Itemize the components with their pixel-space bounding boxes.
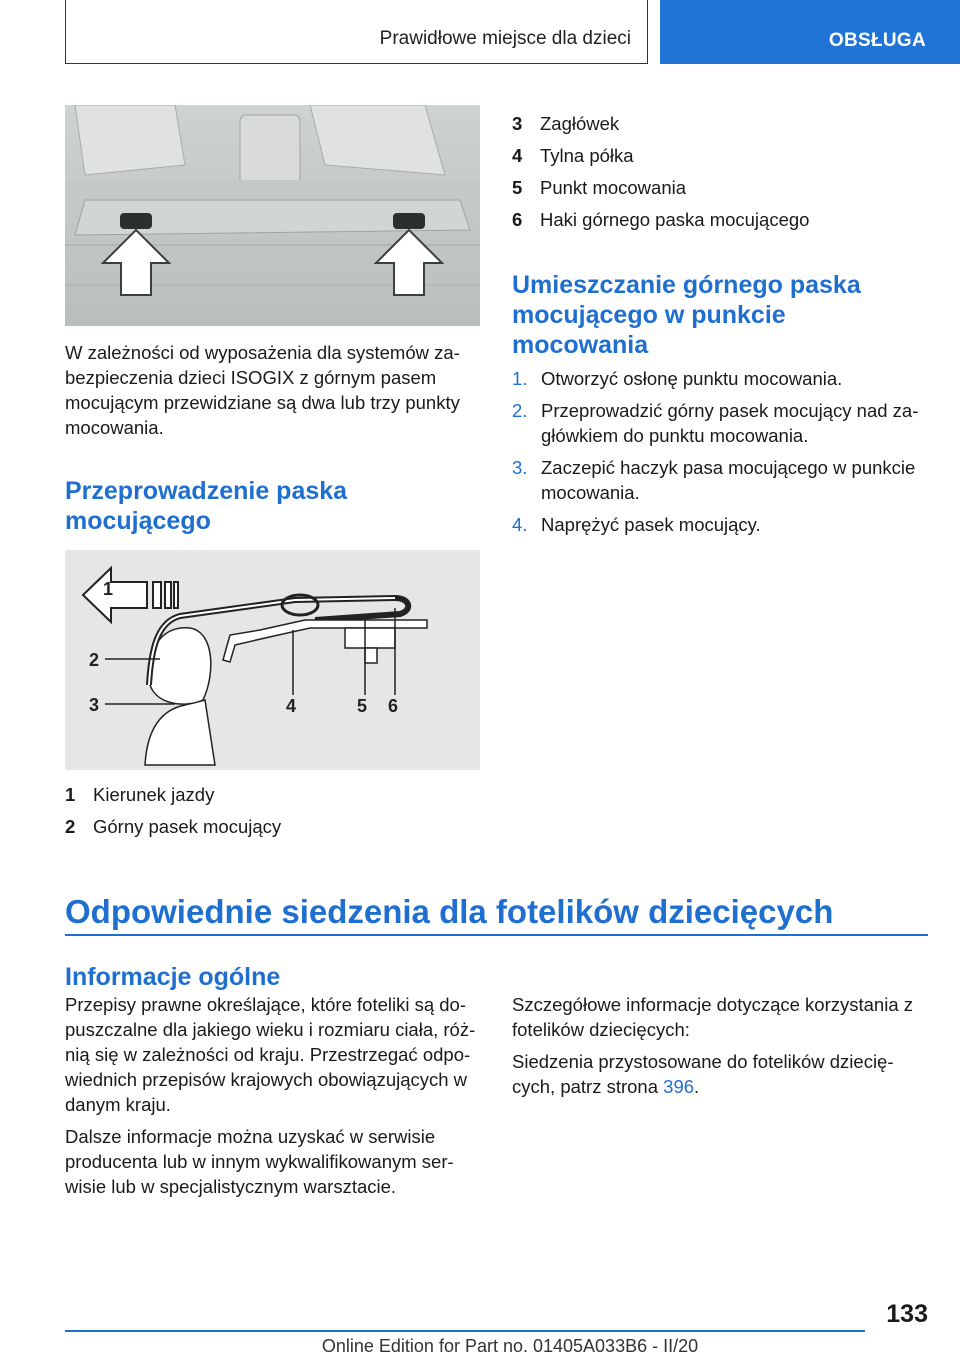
diagram-label-5: 5: [357, 696, 368, 716]
page-link[interactable]: 396: [663, 1076, 695, 1097]
step-text: Przeprowadzić górny pasek mocujący nad zagłówkiem do punktu mocowania.: [541, 400, 919, 446]
header-title: Prawidłowe miejsce dla dzieci: [379, 28, 631, 49]
section-title: Odpowiednie siedzenia dla fotelików dziecięcych: [65, 893, 834, 930]
seat-photo-illustration: [65, 105, 480, 326]
step-item: [512, 455, 928, 505]
intro-paragraph: W zależności od wyposażenia dla systemów zabezpieczenia dzieci ISOGIX z górnym pasem mocującym przewidziane są dwa lub trzy punkty mocowania.: [65, 342, 460, 438]
page-number: 133: [886, 1300, 928, 1328]
legend-item: [65, 779, 480, 811]
legend-number: 1: [65, 784, 76, 805]
anchor-placement-heading: Umieszczanie górnego paska mocującego w punkcie mocowania: [512, 271, 861, 359]
legend-item: [512, 172, 928, 204]
legend-text: Kierunek jazdy: [93, 784, 215, 805]
legend-text: Zagłówek: [540, 113, 620, 134]
seats-text: Siedzenia przystosowane do fotelików dziecięcych, patrz strona: [512, 1051, 894, 1097]
step-number: 4.: [512, 514, 528, 535]
strap-routing-diagram: [65, 550, 480, 770]
section-tab[interactable]: OBSŁUGA: [660, 0, 960, 64]
anchor-points-photo: [65, 105, 480, 326]
legend-item: [512, 140, 928, 172]
section-rule: [65, 934, 928, 936]
step-item: [512, 512, 928, 537]
strap-diagram-illustration: [65, 550, 480, 770]
seats-suffix: .: [694, 1076, 700, 1097]
general-info-left: [65, 992, 480, 1199]
step-text: Zaczepić haczyk pasa mocującego w punkcie mocowania.: [541, 457, 916, 503]
seats-paragraph: [512, 1049, 928, 1099]
footer-rule: [65, 1330, 865, 1332]
left-legend: [65, 779, 480, 843]
diagram-label-6: 6: [388, 696, 399, 716]
legend-text: Punkt mocowania: [540, 177, 687, 198]
legend-item: [65, 811, 480, 843]
diagram-label-4: 4: [286, 696, 297, 716]
step-text: Otworzyć osłonę punktu mocowania.: [541, 368, 843, 389]
step-item: [512, 398, 928, 448]
legal-paragraph: Przepisy prawne określające, które foteliki są dopuszczalne dla jakiego wieku i rozmiaru ciała, różnią się w zależności od kraju. Przestrzegać odpowiednich przepisów krajowych obowiązujących w danym kraju.: [65, 994, 476, 1115]
edition-footer: Online Edition for Part no. 01405A033B6 - II/20: [321, 1336, 699, 1356]
legend-item: [512, 204, 928, 236]
step-text: Naprężyć pasek mocujący.: [541, 514, 761, 535]
legend-number: 5: [512, 177, 523, 198]
legend-text: Tylna półka: [540, 145, 634, 166]
diagram-label-2: 2: [89, 650, 100, 670]
right-legend: [512, 108, 928, 236]
legend-number: 4: [512, 145, 523, 166]
header-frame: [65, 0, 648, 64]
step-number: 2.: [512, 400, 528, 421]
general-info-right: [512, 992, 928, 1099]
general-info-heading: Informacje ogólne: [65, 963, 281, 991]
steps-list: [512, 366, 928, 544]
diagram-label-1: 1: [103, 579, 114, 599]
legend-number: 6: [512, 209, 523, 230]
legend-text: Haki górnego paska mocującego: [540, 209, 810, 230]
legend-text: Górny pasek mocujący: [93, 816, 282, 837]
legend-item: [512, 108, 928, 140]
diagram-label-3: 3: [89, 695, 100, 715]
step-item: [512, 366, 928, 391]
legend-number: 3: [512, 113, 523, 134]
step-number: 1.: [512, 368, 528, 389]
strap-routing-heading: Przeprowadzenie paska mocującego: [65, 477, 348, 535]
details-paragraph: Szczegółowe informacje dotyczące korzystania z fotelików dziecięcych:: [512, 994, 914, 1040]
step-number: 3.: [512, 457, 528, 478]
legend-number: 2: [65, 816, 76, 837]
service-paragraph: Dalsze informacje można uzyskać w serwisie producenta lub w innym wykwalifikowanym serwisie lub w specjalistycznym warsztacie.: [65, 1126, 454, 1197]
